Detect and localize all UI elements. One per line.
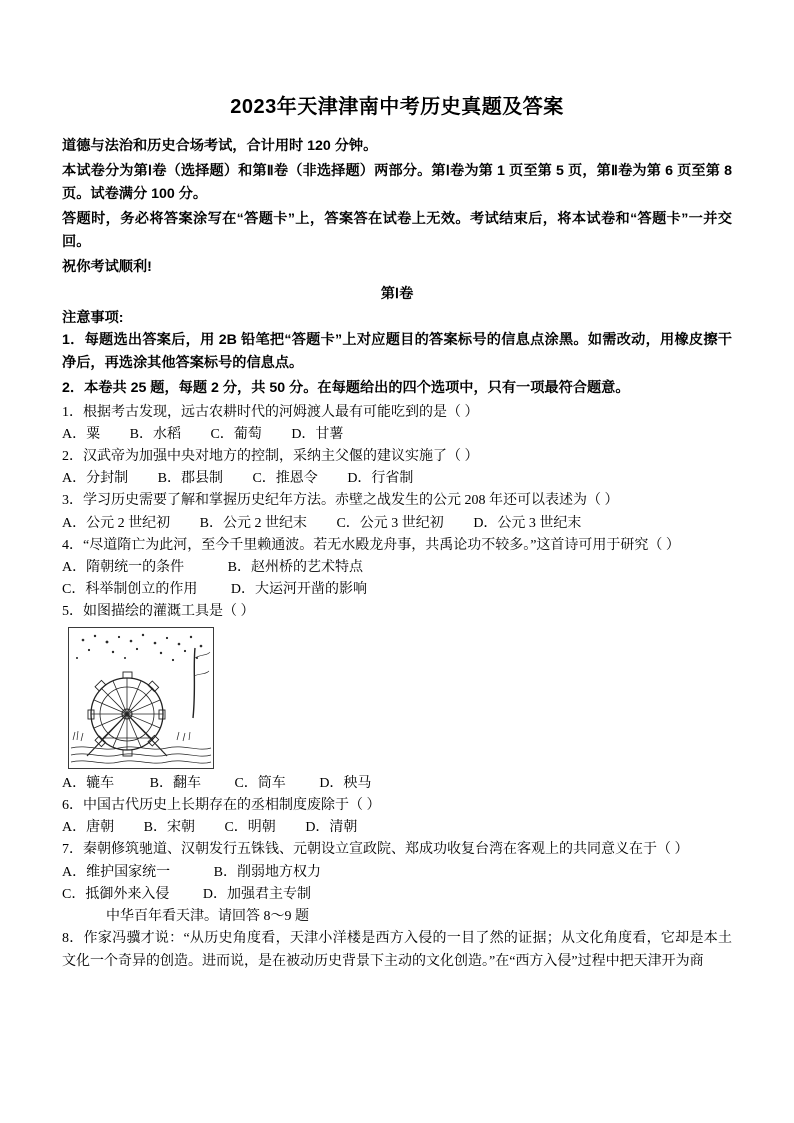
- option-c[interactable]: C．抵御外来入侵: [62, 886, 170, 902]
- question-stem: 8．作家冯骥才说：“从历史角度看，天津小洋楼是西方入侵的一目了然的证据；从文化角度看，它却是本土文化一个奇异的创造。进而说，是在被动历史背景下主动的文化创造。”在“西方入侵”过程中把天津开为商: [62, 930, 732, 969]
- question-stem: 7．秦朝修筑驰道、汉朝发行五铢钱、元朝设立宣政院、郑成功收复台湾在客观上的共同意义在于（ ）: [62, 842, 689, 858]
- section-header: 第Ⅰ卷: [380, 286, 414, 302]
- option-b[interactable]: B．公元 2 世纪末: [199, 515, 307, 531]
- intro-line-3: 答题时，务必将答案涂写在“答题卡”上，答案答在试卷上无效。考试结束后，将本试卷和“答题卡”一并交回。: [62, 211, 732, 250]
- question-options: [62, 468, 732, 490]
- option-b[interactable]: B．赵州桥的艺术特点: [227, 559, 363, 575]
- option-a[interactable]: A．唐朝: [62, 820, 115, 836]
- notice-item-2: 2．本卷共 25 题，每题 2 分，共 50 分。在每题给出的四个选项中，只有一项最符合题意。: [62, 380, 630, 396]
- question-options: [62, 884, 732, 906]
- option-d[interactable]: D．清朝: [305, 820, 358, 836]
- question-stem: 6．中国古代历史上长期存在的丞相制度废除于（ ）: [62, 798, 381, 814]
- question-group-note: 中华百年看天津。请回答 8～9 题: [106, 908, 309, 924]
- intro-line-4: 祝你考试顺利!: [62, 259, 152, 275]
- option-a[interactable]: A．维护国家统一: [62, 864, 171, 880]
- question-stem: 4．“尽道隋亡为此河，至今千里赖通波。若无水殿龙舟事，共禹论功不较多。”这首诗可用于研究（ ）: [62, 537, 680, 553]
- option-d[interactable]: D．行省制: [347, 471, 414, 487]
- option-c[interactable]: C．葡萄: [210, 427, 262, 443]
- option-a[interactable]: A．辘车: [62, 776, 115, 792]
- question-options: [62, 773, 732, 795]
- option-d[interactable]: D．公元 3 世纪末: [473, 515, 582, 531]
- option-b[interactable]: B．翻车: [149, 776, 201, 792]
- intro-line-2: 本试卷分为第Ⅰ卷（选择题）和第Ⅱ卷（非选择题）两部分。第Ⅰ卷为第 1 页至第 5 页，第Ⅱ卷为第 6 页至第 8 页。试卷满分 100 分。: [62, 163, 732, 202]
- option-c[interactable]: C．公元 3 世纪初: [336, 515, 444, 531]
- option-b[interactable]: B．郡县制: [157, 471, 223, 487]
- option-d[interactable]: D．甘薯: [291, 427, 344, 443]
- option-d[interactable]: D．秧马: [319, 776, 372, 792]
- option-d[interactable]: D．加强君主专制: [202, 886, 311, 902]
- figure-container: [68, 627, 732, 769]
- option-b[interactable]: B．宋朝: [143, 820, 195, 836]
- option-c[interactable]: C．科举制创立的作用: [62, 581, 198, 597]
- option-b[interactable]: B．水稻: [129, 427, 181, 443]
- notice-item-1: 1．每题选出答案后，用 2B 铅笔把“答题卡”上对应题目的答案标号的信息点涂黑。如需改动，用橡皮擦干净后，再选涂其他答案标号的信息点。: [62, 332, 732, 371]
- option-c[interactable]: C．推恩令: [252, 471, 318, 487]
- question-options: [62, 579, 732, 601]
- option-b[interactable]: B．削弱地方权力: [213, 864, 321, 880]
- option-d[interactable]: D．大运河开凿的影响: [230, 581, 367, 597]
- question-stem: 3．学习历史需要了解和掌握历史纪年方法。赤壁之战发生的公元 208 年还可以表述为（ ）: [62, 493, 619, 509]
- question-options: [62, 817, 732, 839]
- question-stem: 1．根据考古发现，远古农耕时代的河姆渡人最有可能吃到的是（ ）: [62, 405, 479, 420]
- question-stem: 2．汉武帝为加强中央对地方的控制，采纳主父偃的建议实施了（ ）: [62, 449, 479, 465]
- question-options: [62, 424, 732, 446]
- question-options: [62, 557, 732, 579]
- option-a[interactable]: A．隋朝统一的条件: [62, 559, 185, 575]
- page-title: 2023年天津津南中考历史真题及答案: [230, 96, 564, 118]
- option-a[interactable]: A．公元 2 世纪初: [62, 515, 171, 531]
- intro-line-1: 道德与法治和历史合场考试，合计用时 120 分钟。: [62, 138, 378, 154]
- question-options: [62, 862, 732, 884]
- irrigation-waterwheel-illustration: [68, 627, 214, 769]
- option-c[interactable]: C．筒车: [234, 776, 286, 792]
- question-options: [62, 513, 732, 535]
- notice-label: 注意事项:: [62, 310, 124, 326]
- option-a[interactable]: A．分封制: [62, 471, 129, 487]
- question-stem: 5．如图描绘的灌溉工具是（ ）: [62, 603, 255, 619]
- option-a[interactable]: A．粟: [62, 427, 101, 443]
- option-c[interactable]: C．明朝: [224, 820, 276, 836]
